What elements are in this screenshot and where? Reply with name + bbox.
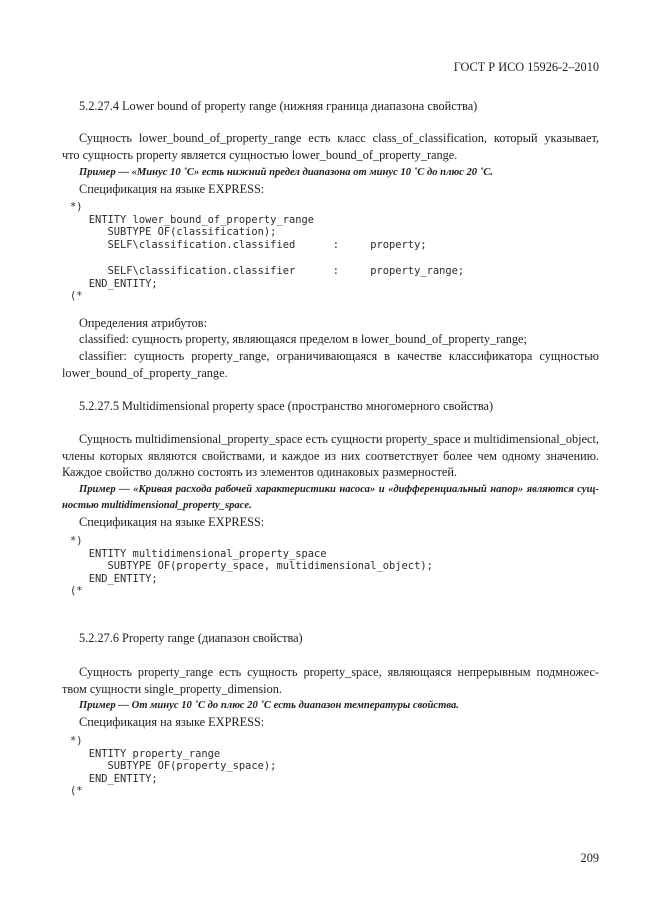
express-code-block: *) ENTITY property_range SUBTYPE OF(property_space); END_ENTITY; (* xyxy=(70,735,277,798)
paragraph-line: Каждое свойство должно состоять из элементов одинаковых размерностей. xyxy=(62,465,457,479)
paragraph-line: Сущность multidimensional_property_space есть сущности property_space и multidimensional_object, xyxy=(79,432,599,446)
attribute-definition: lower_bound_of_property_range. xyxy=(62,366,228,380)
paragraph-line: Сущность property_range есть сущность property_space, являющаяся непрерывным подмножес- xyxy=(79,665,599,679)
spec-label: Спецификация на языке EXPRESS: xyxy=(79,182,265,196)
attribute-definition: classifier: сущность property_range, ограничивающаяся в качестве классификатора сущностью xyxy=(79,349,599,363)
section-heading-lower-bound: 5.2.27.4 Lower bound of property range (нижняя граница диапазона свойства) xyxy=(79,99,478,113)
paragraph-line: твом сущности single_property_dimension. xyxy=(62,682,282,696)
spec-label: Спецификация на языке EXPRESS: xyxy=(79,515,265,529)
express-code-block: *) ENTITY lower_bound_of_property_range SUBTYPE OF(classification); SELF\classification.classified : property; xyxy=(70,201,427,251)
paragraph-line: что сущность property является сущностью lower_bound_of_property_range. xyxy=(62,148,458,162)
express-code-block: *) ENTITY multidimensional_property_space SUBTYPE OF(property_space, multidimensional_object); END_ENTITY; (* xyxy=(70,535,433,598)
spec-label: Спецификация на языке EXPRESS: xyxy=(79,715,265,729)
section-heading-property-range: 5.2.27.6 Property range (диапазон свойства) xyxy=(79,631,303,645)
paragraph-line: члены которых являются свойствами, и каждое из них соответствует более чем одному значению. xyxy=(62,449,599,463)
paragraph-line: Сущность lower_bound_of_property_range есть класс class_of_classification, который указывает, xyxy=(79,131,599,145)
section-heading-multidimensional: 5.2.27.5 Multidimensional property space (пространство многомерного свойства) xyxy=(79,399,494,413)
example-note: Пример — «Кривая расхода рабочей характеристики насоса» и «дифференциальный напор» являются сущ- xyxy=(79,484,599,495)
attribute-definition: classified: сущность property, являющаяся пределом в lower_bound_of_property_range; xyxy=(79,332,527,346)
document-header-standard: ГОСТ Р ИСО 15926-2–2010 xyxy=(453,60,599,74)
express-code-block: SELF\classification.classifier : property_range; END_ENTITY; (* xyxy=(70,265,465,303)
page-number: 209 xyxy=(580,851,599,865)
example-note: Пример — От минус 10 ˚С до плюс 20 ˚С есть диапазон температуры свойства. xyxy=(79,700,459,711)
example-note: ностью multidimensional_property_space. xyxy=(62,500,252,511)
example-note: Пример — «Минус 10 ˚С» есть нижний предел диапазона от минус 10 ˚С до плюс 20 ˚С. xyxy=(79,167,493,178)
attributes-title: Определения атрибутов: xyxy=(79,316,208,330)
